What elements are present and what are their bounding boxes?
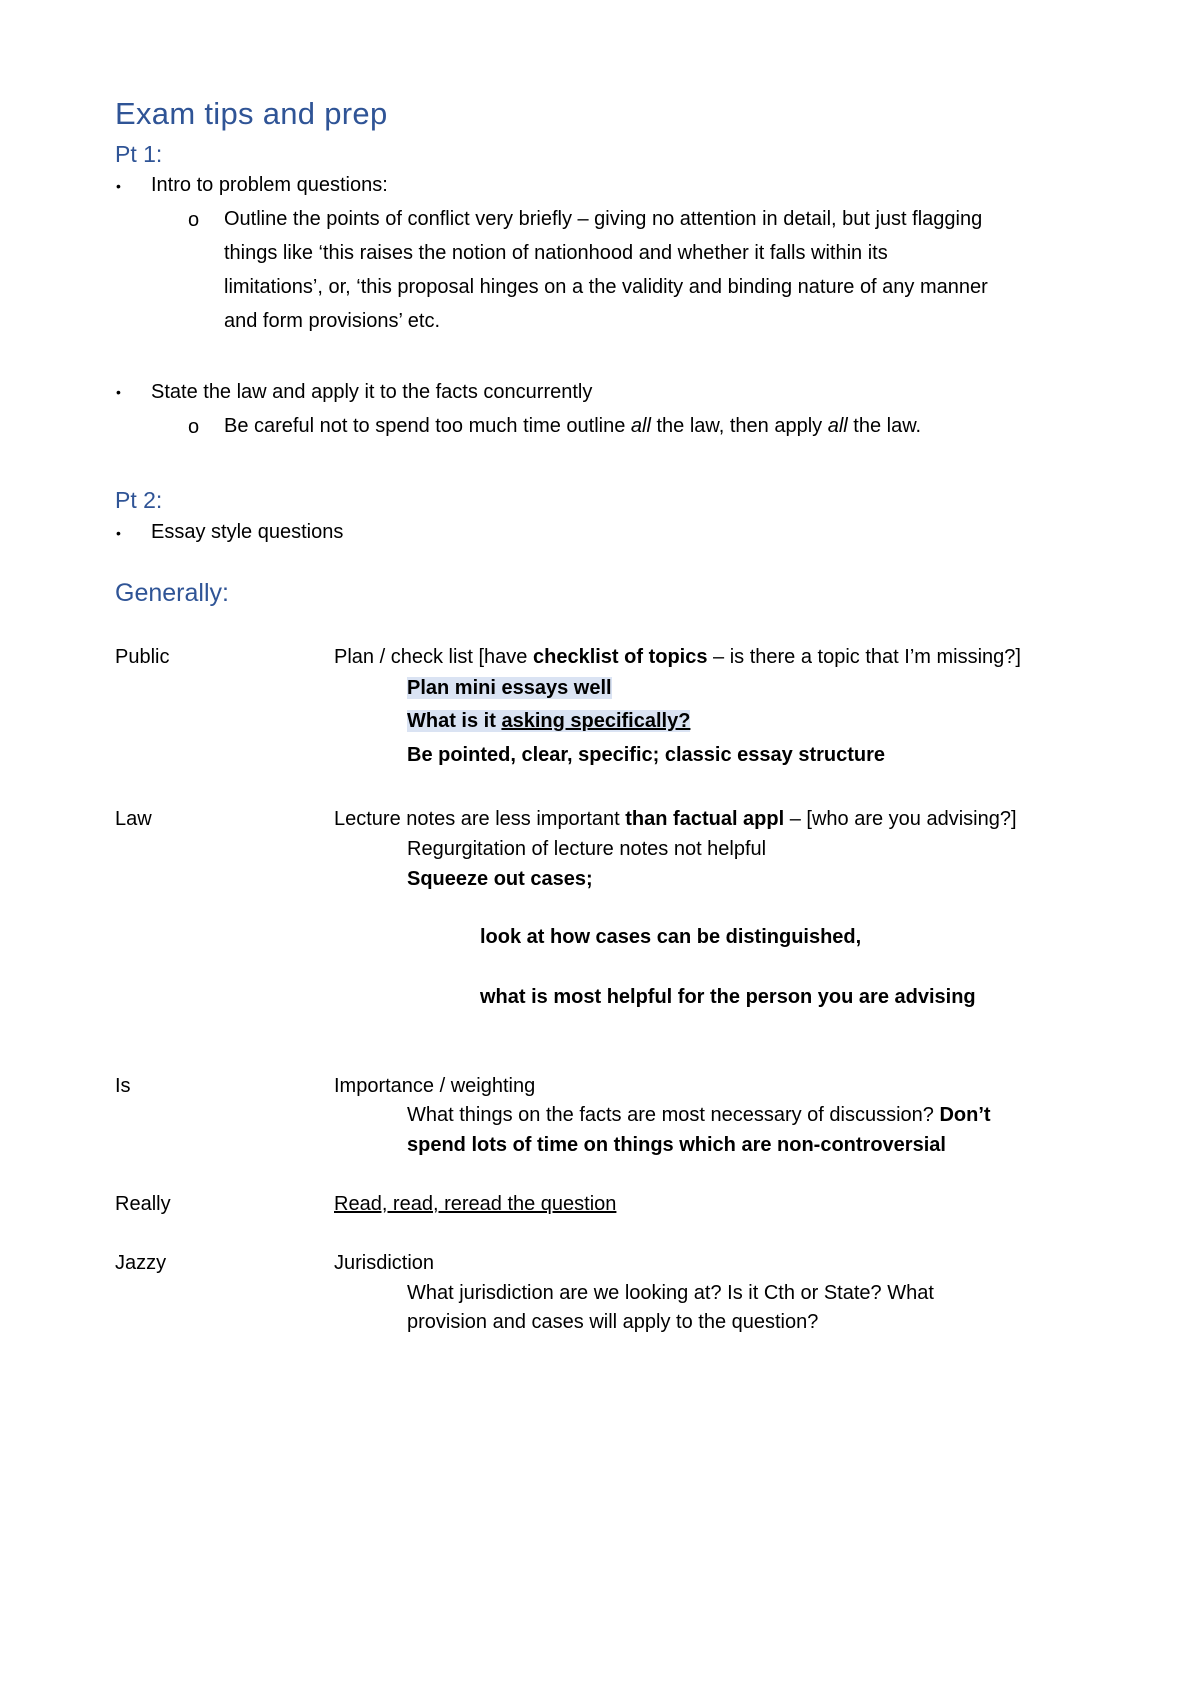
- jazzy-line2: What jurisdiction are we looking at? Is it Cth or State? What: [407, 1282, 934, 1304]
- pt1-sub1-line3: limitations’, or, ‘this proposal hinges on a the validity and binding nature of any manner: [224, 276, 988, 298]
- public-label: Public: [115, 646, 170, 668]
- pt1-sub1-line4: and form provisions’ etc.: [224, 310, 441, 332]
- law-line5: what is most helpful for the person you are advising: [480, 986, 976, 1008]
- sub-bullet-glyph: o: [188, 209, 200, 231]
- pt2-bullet-essay: Essay style questions: [151, 521, 344, 543]
- pt1-bullet-state-law: State the law and apply it to the facts concurrently: [151, 381, 593, 403]
- bullet-glyph: •: [116, 384, 121, 400]
- jazzy-line1: Jurisdiction: [334, 1252, 435, 1274]
- page-title: Exam tips and prep: [115, 96, 388, 131]
- jazzy-line3: provision and cases will apply to the question?: [407, 1311, 819, 1333]
- generally-heading: Generally:: [115, 579, 229, 607]
- public-line3: What is it asking specifically?: [407, 710, 691, 732]
- bullet-glyph: •: [116, 178, 121, 194]
- pt1-bullet-intro: Intro to problem questions:: [151, 174, 388, 196]
- jazzy-label: Jazzy: [115, 1252, 167, 1274]
- law-line2: Regurgitation of lecture notes not helpful: [407, 838, 767, 860]
- is-label: Is: [115, 1075, 131, 1097]
- law-line3: Squeeze out cases;: [407, 868, 593, 890]
- really-line1: Read, read, reread the question: [334, 1193, 617, 1215]
- public-line2: Plan mini essays well: [407, 677, 612, 699]
- is-line2: What things on the facts are most necessary of discussion? Don’t: [407, 1104, 991, 1126]
- pt1-sub2-line: Be careful not to spend too much time outline all the law, then apply all the law.: [224, 415, 922, 437]
- really-label: Really: [115, 1193, 171, 1215]
- pt1-heading: Pt 1:: [115, 141, 163, 167]
- public-line1: Plan / check list [have checklist of topics – is there a topic that I’m missing?]: [334, 646, 1021, 668]
- is-line1: Importance / weighting: [334, 1075, 536, 1097]
- is-line3: spend lots of time on things which are non-controversial: [407, 1134, 946, 1156]
- public-line4: Be pointed, clear, specific; classic essay structure: [407, 744, 886, 766]
- pt1-sub1-line1: Outline the points of conflict very briefly – giving no attention in detail, but just flagging: [224, 208, 983, 230]
- bullet-glyph: •: [116, 525, 121, 541]
- sub-bullet-glyph: o: [188, 416, 200, 438]
- pt2-heading: Pt 2:: [115, 487, 163, 513]
- law-line1: Lecture notes are less important than factual appl – [who are you advising?]: [334, 808, 1017, 830]
- law-label: Law: [115, 808, 152, 830]
- law-line4: look at how cases can be distinguished,: [480, 926, 862, 948]
- pt1-sub1-line2: things like ‘this raises the notion of nationhood and whether it falls within its: [224, 242, 888, 264]
